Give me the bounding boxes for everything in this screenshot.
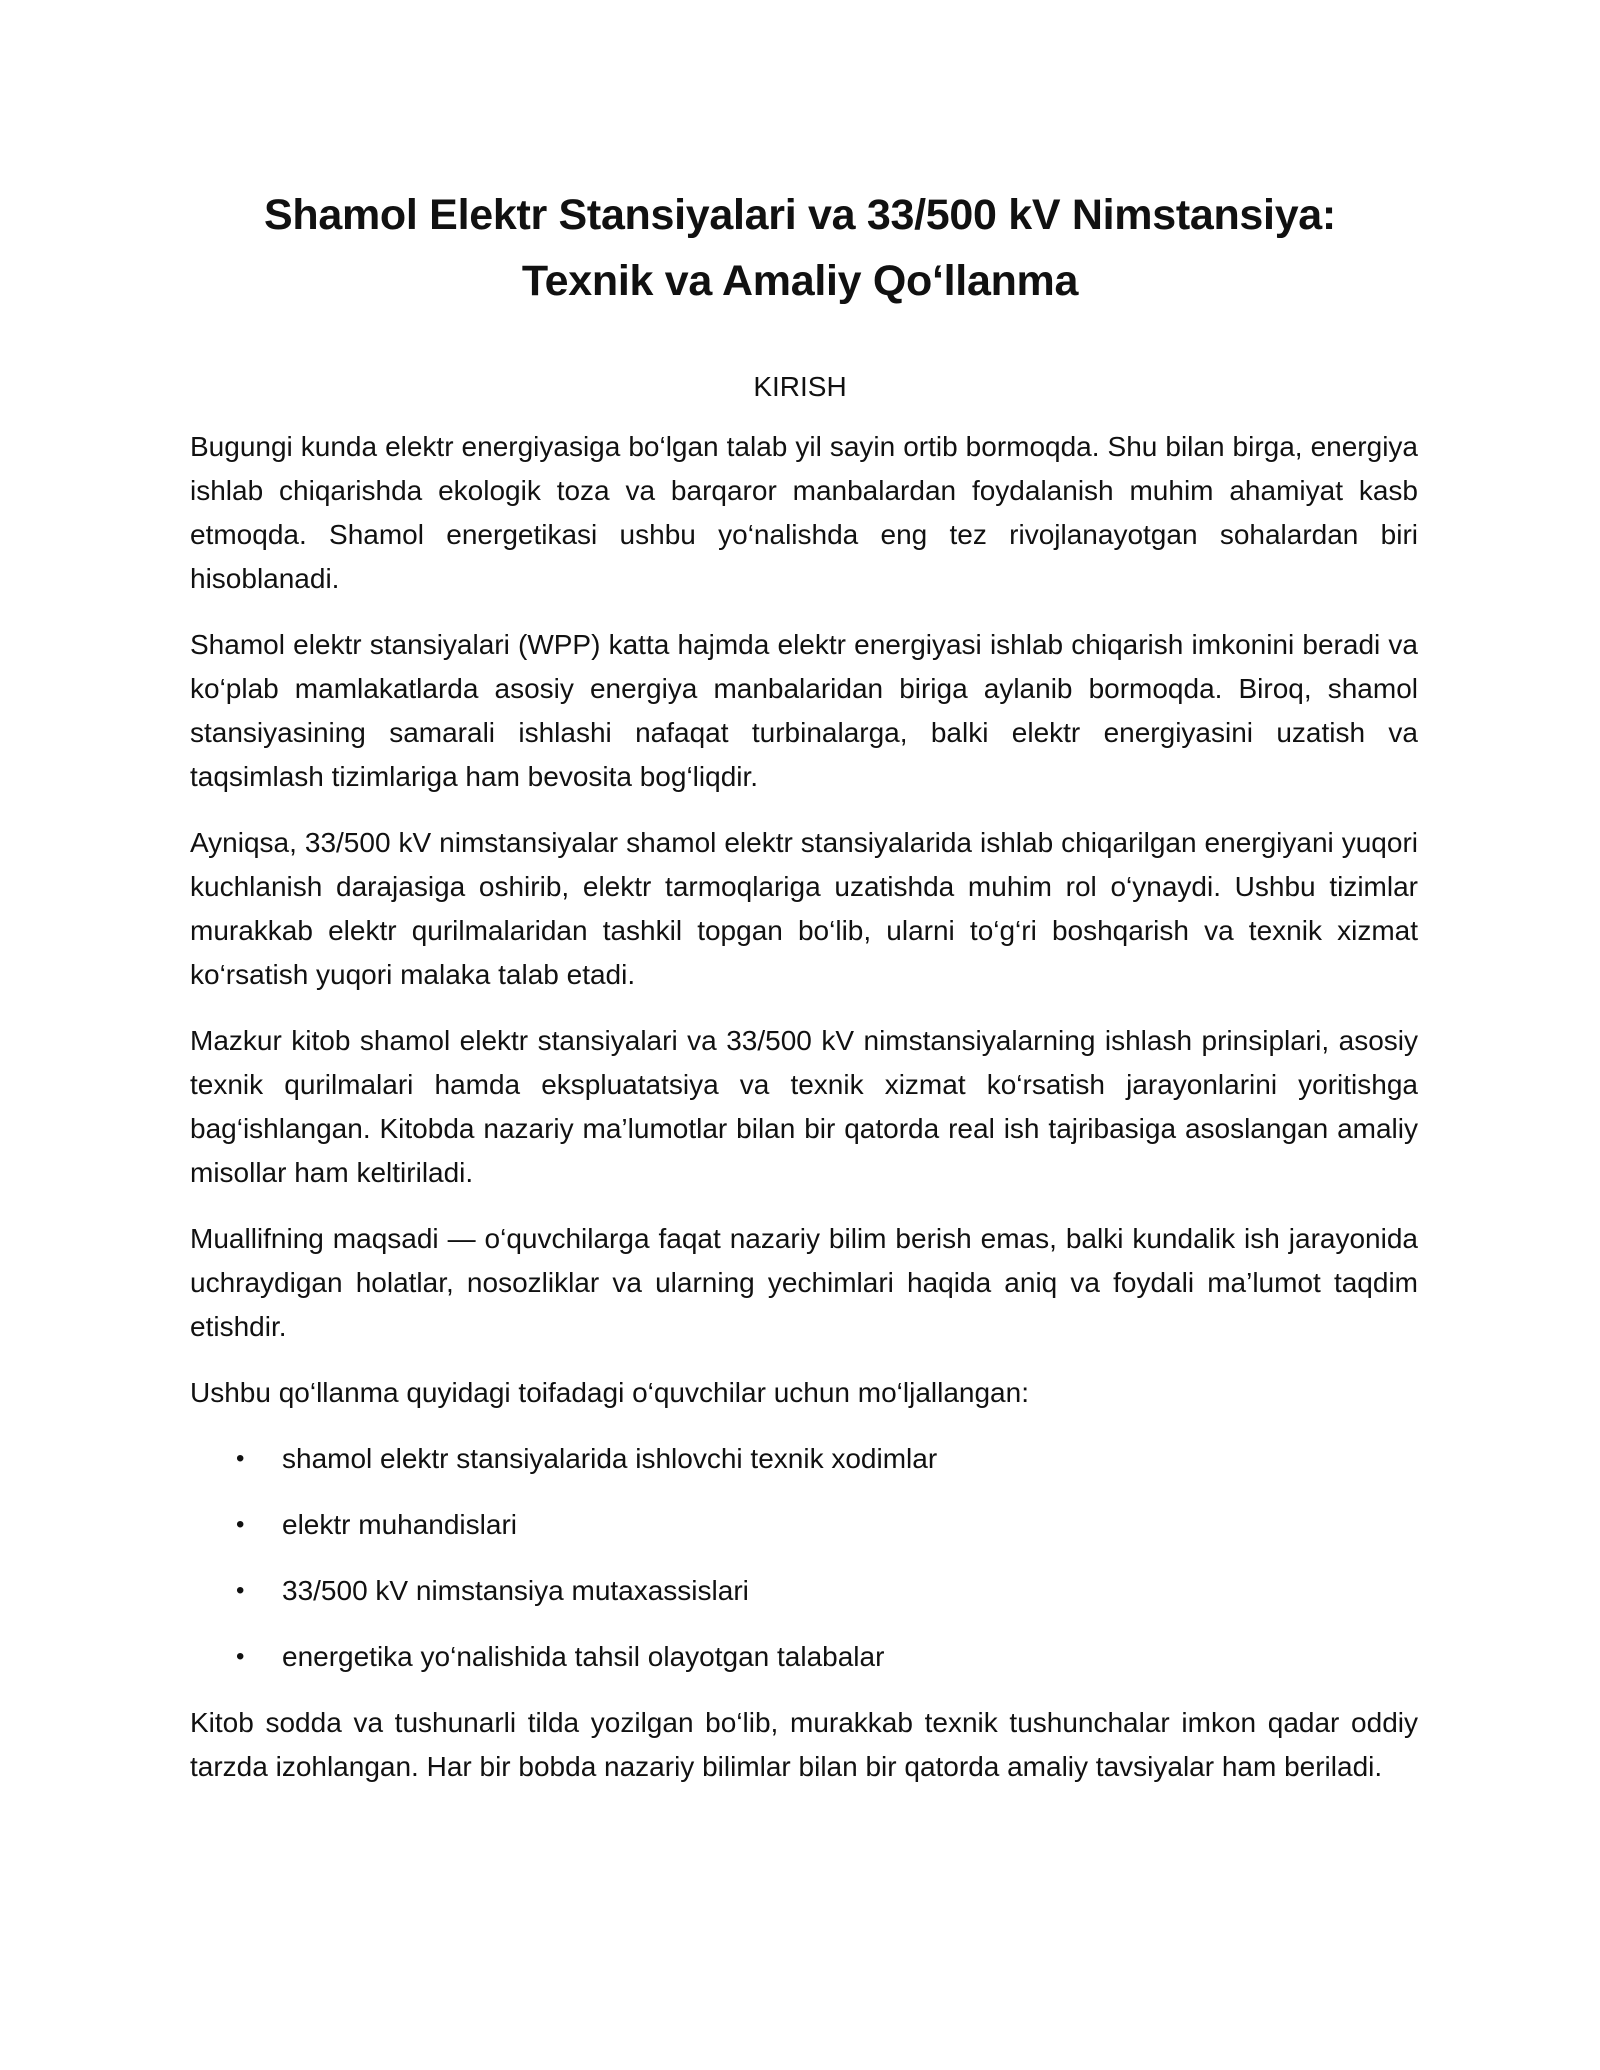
list-item-text: elektr muhandislari [282,1509,517,1540]
document-title [150,182,1450,314]
title-line-1: Shamol Elektr Stansiyalari va 33/500 kV Nimstansiya: [264,191,1336,239]
paragraph-2: Shamol elektr stansiyalari (WPP) katta hajmda elektr energiyasi ishlab chiqarish imkonini beradi va ko‘plab mamlakatlarda asosiy energiya manbalaridan biriga aylanib bormoqda. Biroq, shamol stansiyasining samarali ishlashi nafaqat turbinalarga, balki elektr energiyasini uzatish va taqsimlash tizimlariga ham bevosita bog‘liqdir. [190,629,1418,792]
paragraph-6: Ushbu qo‘llanma quyidagi toifadagi o‘quvchilar uchun mo‘ljallangan: [190,1377,1029,1408]
list-item-text: 33/500 kV nimstansiya mutaxassislari [282,1575,749,1606]
list-item [190,1635,1418,1679]
list-item [190,1437,1418,1481]
document-body [190,425,1418,1811]
bullet-icon: • [236,1643,245,1670]
section-heading: KIRISH [753,371,847,402]
audience-list [190,1437,1418,1679]
list-item [190,1503,1418,1547]
list-item [190,1569,1418,1613]
paragraph-4: Mazkur kitob shamol elektr stansiyalari va 33/500 kV nimstansiyalarning ishlash prinsiplari, asosiy texnik qurilmalari hamda ekspluatatsiya va texnik xizmat ko‘rsatish jarayonlarini yoritishga bag‘ishlangan. Kitobda nazariy ma’lumotlar bilan bir qatorda real ish tajribasiga asoslangan amaliy misollar ham keltiriladi. [190,1025,1418,1188]
paragraph-3: Ayniqsa, 33/500 kV nimstansiyalar shamol elektr stansiyalarida ishlab chiqarilgan energiyani yuqori kuchlanish darajasiga oshirib, elektr tarmoqlariga uzatishda muhim rol o‘ynaydi. Ushbu tizimlar murakkab elektr qurilmalaridan tashkil topgan bo‘lib, ularni to‘g‘ri boshqarish va texnik xizmat ko‘rsatish yuqori malaka talab etadi. [190,827,1418,990]
paragraph-5: Muallifning maqsadi — o‘quvchilarga faqat nazariy bilim berish emas, balki kundalik ish jarayonida uchraydigan holatlar, nosozliklar va ularning yechimlari haqida aniq va foydali ma’lumot taqdim etishdir. [190,1223,1418,1342]
paragraph-1: Bugungi kunda elektr energiyasiga bo‘lgan talab yil sayin ortib bormoqda. Shu bilan birga, energiya ishlab chiqarishda ekologik toza va barqaror manbalardan foydalanish muhim ahamiyat kasb etmoqda. Shamol energetikasi ushbu yo‘nalishda eng tez rivojlanayotgan sohalardan biri hisoblanadi. [190,431,1418,594]
title-line-2: Texnik va Amaliy Qo‘llanma [521,257,1079,305]
list-item-text: energetika yo‘nalishida tahsil olayotgan talabalar [282,1641,885,1672]
closing-paragraph: Kitob sodda va tushunarli tilda yozilgan bo‘lib, murakkab texnik tushunchalar imkon qadar oddiy tarzda izohlangan. Har bir bobda nazariy bilimlar bilan bir qatorda amaliy tavsiyalar ham beriladi. [190,1707,1418,1782]
bullet-icon: • [236,1445,245,1472]
list-item-text: shamol elektr stansiyalarida ishlovchi texnik xodimlar [282,1443,938,1474]
bullet-icon: • [236,1511,245,1538]
bullet-icon: • [236,1577,245,1604]
